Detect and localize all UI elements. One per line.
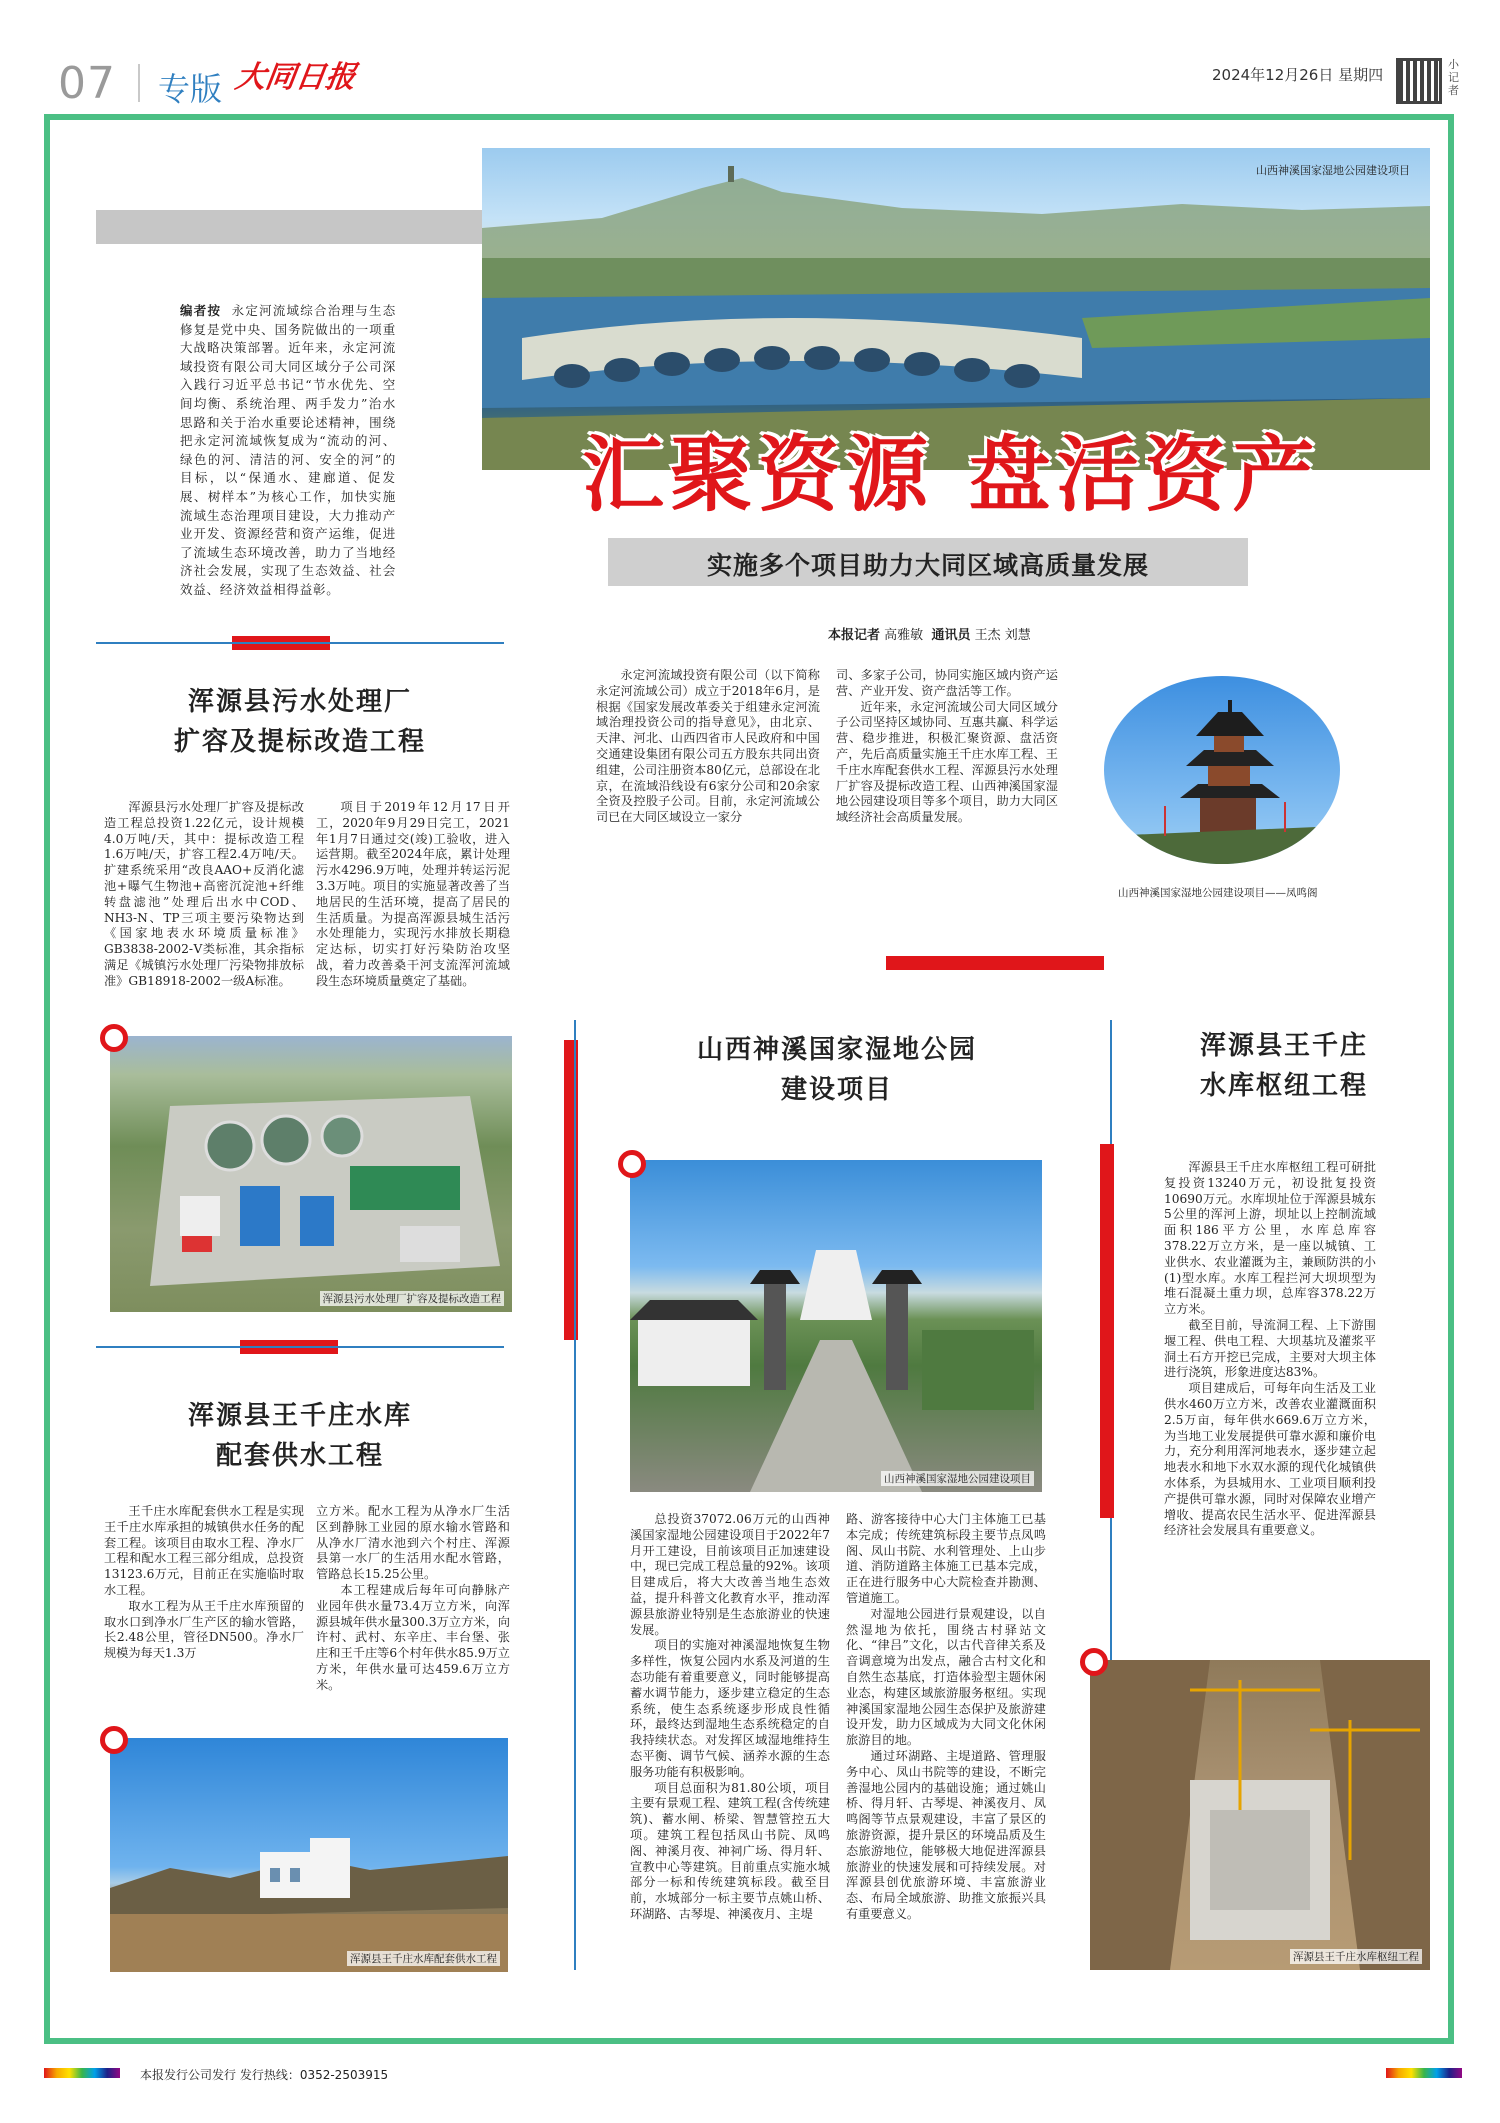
article-wetland-col2-text: 路、游客接待中心大门主体施工已基本完成；传统建筑标段主要节点凤鸣阁、凤山书院、水利管理处、上山步道、消防道路主体施工已基本完成，正在进行服务中心大院检查并勘测、管道施工。 <box>846 1512 1046 1605</box>
main-article-col1-text: 永定河流域投资有限公司（以下简称永定河流域公司）成立于2018年6月，是根据《国家发展改革委关于组建永定河流域治理投资公司的指导意见》，由北京、天津、河北、山西四省市人民政府和中国交通建设集团有限公司五方股东共同出资组建，公司注册资本80亿元，总部设在北京，在流域沿线设有6家分公司和20余家全资及控股子公司。目前，永定河流域公司已在大同区域设立一家分 <box>596 668 820 825</box>
byline-correspondent: 王杰 刘慧 <box>974 628 1031 643</box>
supply-project-illustration <box>110 1738 508 1972</box>
red-marker-bar <box>886 956 1104 970</box>
article-sewage-title-line1: 浑源县污水处理厂 <box>187 687 412 717</box>
article-supply-title <box>96 1396 504 1476</box>
footer-color-stripe <box>1386 2068 1462 2078</box>
main-article-col2 <box>836 668 1058 826</box>
sewage-photo-caption: 浑源县污水处理厂扩容及提标改造工程 <box>320 1291 505 1306</box>
circle-marker-icon <box>100 1726 128 1754</box>
article-supply-col2-text-b: 本工程建成后每年可向静脉产业园年供水量73.4万立方米，向浑源县城年供水量300.3万立方米，向许村、武村、东辛庄、丰台堡、张庄和王千庄等6个村年供水85.9万立方米，年供水量可达459.6万立方米。 <box>316 1582 510 1692</box>
article-supply-title-line1: 浑源县王千庄水库 <box>187 1401 412 1431</box>
article-supply-col1-text-b: 取水工程为从王千庄水库预留的取水口到净水厂生产区的输水管路，长2.48公里，管径DN500。净水厂规模为每天1.3万 <box>104 1598 304 1661</box>
sewage-plant-photo <box>110 1036 512 1312</box>
main-article-col2-text-b: 近年来，永定河流域公司大同区域分子公司坚持区域协同、互惠共赢、科学运营、稳步推进，积极汇聚资源、盘活资产，先后高质量实施王千庄水库工程、王千庄水库配套供水工程、浑源县污水处理厂扩容及提标改造工程、山西神溪国家湿地公园建设项目等多个项目，助力大同区域经济社会高质量发展。 <box>836 699 1058 825</box>
footer-color-stripe <box>44 2068 120 2078</box>
article-supply-col2 <box>316 1504 510 1694</box>
article-reservoir-col <box>1164 1160 1376 1539</box>
article-sewage-col2-text: 项目于2019年12月17日开工，2020年9月29日完工，2021年1月7日通过交(竣)工验收，进入运营期。截至2024年底，累计处理污水4296.9万吨，处理并转运污泥3.3万吨。项目的实施显著改善了当地居民的生活环境，提高了居民的生活质量。为提高浑源县城生活污水处理能力，实现污水排放长期稳定达标，切实打好污染防治攻坚战，着力改善桑干河支流浑河流域段生态环境质量奠定了基础。 <box>316 800 510 988</box>
article-wetland-title-line1: 山西神溪国家湿地公园 <box>696 1035 977 1065</box>
article-wetland-col1 <box>630 1512 830 1923</box>
circle-marker-icon <box>1080 1648 1108 1676</box>
article-reservoir-col-text: 浑源县王千庄水库枢纽工程可研批复投资13240万元，初设批复投资10690万元。水库坝址位于浑源县城东5公里的浑河上游，坝址以上控制流域面积186平方公里，水库总库容378.22万立方米，是一座以城镇、工业供水、农业灌溉为主，兼顾防洪的小(1)型水库。水库工程拦河大坝坝型为堆石混凝土重力坝，总库容378.22万立方米。 <box>1164 1160 1376 1317</box>
article-supply-col1-text: 王千庄水库配套供水工程是实现王千庄水库承担的城镇供水任务的配套工程。该项目由取水工程、净水厂工程和配水工程三部分组成，总投资13123.6万元，目前正在实施临时取水工程。 <box>104 1504 304 1597</box>
article-supply-col1 <box>104 1504 304 1662</box>
article-sewage-col1 <box>104 800 304 990</box>
article-supply-title-line2: 配套供水工程 <box>215 1441 384 1471</box>
byline-correspondent-label: 通讯员 <box>931 628 971 643</box>
article-sewage-col1-text: 浑源县污水处理厂扩容及提标改造工程总投资1.22亿元，设计规模4.0万吨/天，其中：提标改造工程1.6万吨/天，扩容工程2.4万吨/天。扩建系统采用“改良AAO+反消化滤池+曝气生物池+高密沉淀池+纤维转盘滤池”处理后出水中COD、NH3-N、TP三项主要污染物达到《国家地表水环境质量标准》GB3838-2002-Ⅴ类标准，其余指标满足《城镇污水处理厂污染物排放标准》GB18918-2002一级A标准。 <box>104 800 304 988</box>
article-wetland-col1-text: 总投资37072.06万元的山西神溪国家湿地公园建设项目于2022年7月开工建设，目前该项目正加速建设中，现已完成工程总量的92%。该项目建成后，将大大改善当地生态效益，提升科普文化教育水平，推动浑源县旅游业特别是生态旅游业的快速发展。 <box>630 1512 830 1637</box>
qr-code-icon[interactable] <box>1396 58 1442 104</box>
main-article-col2-text: 司、多家子公司，协同实施区域内资产运营、产业开发、资产盘活等工作。 <box>836 668 1058 698</box>
qr-code-label: 小记者 <box>1448 58 1459 97</box>
main-article-col1 <box>596 668 820 826</box>
page-number: 07 <box>58 58 116 109</box>
main-subheadline: 实施多个项目助力大同区域高质量发展 <box>706 551 1149 580</box>
byline-reporter: 高雅敏 <box>884 628 924 643</box>
article-sewage-col2 <box>316 800 510 990</box>
sewage-plant-illustration <box>110 1036 512 1312</box>
red-vertical-bar <box>1100 1144 1114 1518</box>
reservoir-dam-illustration <box>1090 1660 1430 1970</box>
reservoir-dam-photo <box>1090 1660 1430 1970</box>
blue-rule <box>96 1346 504 1348</box>
pavilion-photo-caption: 山西神溪国家湿地公园建设项目——凤鸣阁 <box>1118 887 1318 899</box>
article-supply-col2-text: 立方米。配水工程为从净水厂生活区到静脉工业园的原水输水管路和从净水厂清水池到六个村庄、浑源县第一水厂的生活用水配水管路，管路总长15.25公里。 <box>316 1504 510 1582</box>
article-reservoir-title-line2: 水库枢纽工程 <box>1199 1071 1368 1101</box>
reservoir-photo-caption: 浑源县王千庄水库枢纽工程 <box>1290 1949 1422 1964</box>
decorative-grey-band <box>96 210 482 244</box>
article-wetland-col2-text-b: 对湿地公园进行景观建设，以自然湿地为依托，围绕古村驿站文化、“律吕”文化，以古代音律关系及音调意境为出发点，融合古村文化和自然生态基底，打造体验型主题休闲业态，构建区域旅游服务枢纽。实现神溪国家湿地公园生态保护及旅游建设开发，助力区域成为大同文化休闲旅游目的地。 <box>846 1606 1046 1748</box>
supply-project-photo <box>110 1738 508 1972</box>
circle-marker-icon <box>100 1024 128 1052</box>
editor-note-text: 永定河流域综合治理与生态修复是党中央、国务院做出的一项重大战略决策部署。近年来，永定河流域投资有限公司大同区域分子公司深入践行习近平总书记“节水优先、空间均衡、系统治理、两手发力”治水思路和关于治水重要论述精神，围绕把永定河流域恢复成为“流动的河、绿色的河、清洁的河、安全的河”的目标，以“保通水、建廊道、促发展、树样本”为核心工作，加快实施流域生态治理项目建设，大力推动产业开发、资源经营和资产运维，促进了流域生态环境改善，助力了当地经济社会发展，实现了生态效益、社会效益、经济效益相得益彰。 <box>180 303 396 597</box>
article-wetland-title <box>620 1030 1054 1110</box>
hero-photo-caption: 山西神溪国家湿地公园建设项目 <box>1256 164 1410 177</box>
publication-date: 2024年12月26日 星期四 <box>1212 66 1384 84</box>
section-name: 专版 <box>158 70 223 108</box>
pavilion-illustration <box>1104 676 1340 864</box>
newspaper-logo: 大同日报 <box>233 60 358 95</box>
article-reservoir-col-text-c: 项目建成后，可每年向生活及工业供水460万立方米，改善农业灌溉面积2.5万亩，每年供水669.6万立方米，为当地工业发展提供可靠水源和廉价电力，充分利用浑河地表水，逐步建立起地表水和地下水双水源的现代化城镇供水体系，为县城用水、工业项目顺利投产提供可靠水源，同时对保障农业增产增收、提高农民生活水平、促进浑源县经济社会发展具有重要意义。 <box>1164 1381 1376 1538</box>
pavilion-photo <box>1104 676 1340 864</box>
blue-vertical-rule <box>574 1020 576 1970</box>
article-reservoir-title-line1: 浑源县王千庄 <box>1199 1031 1368 1061</box>
footer-distribution-info: 本报发行公司发行 发行热线：0352-2503915 <box>140 2068 389 2082</box>
blue-rule <box>96 642 504 644</box>
wetland-gate-photo <box>630 1160 1042 1492</box>
article-wetland-col2 <box>846 1512 1046 1923</box>
wetland-gate-illustration <box>630 1160 1042 1492</box>
header-divider <box>138 64 140 102</box>
wetland-photo-caption: 山西神溪国家湿地公园建设项目 <box>881 1471 1034 1486</box>
editor-note-label: 编者按 <box>180 303 222 318</box>
article-wetland-col1-text-c: 项目总面积为81.80公顷，项目主要有景观工程、建筑工程(含传统建筑)、蓄水闸、桥梁、智慧管控五大项。建筑工程包括凤山书院、凤鸣阁、神溪月夜、神祠广场、得月轩、宣教中心等建筑。目前重点实施水城部分一标和传统建筑标段。截至目前，水城部分一标主要节点姚山桥、环湖路、古琴堤、神溪夜月、主堤 <box>630 1780 830 1921</box>
editor-note <box>180 302 396 600</box>
byline <box>828 624 1031 643</box>
article-wetland-title-line2: 建设项目 <box>780 1075 893 1105</box>
supply-photo-caption: 浑源县王千庄水库配套供水工程 <box>347 1951 500 1966</box>
article-sewage-title-line2: 扩容及提标改造工程 <box>173 727 426 757</box>
article-reservoir-title <box>1134 1026 1434 1106</box>
article-wetland-col1-text-b: 项目的实施对神溪湿地恢复生物多样性，恢复公园内水系及河道的生态功能有着重要意义，同时能够提高蓄水调节能力，逐步建立稳定的生态系统，使生态系统逐步形成良性循环，最终达到湿地生态系统稳定的自我持续状态。对发挥区域湿地维持生态平衡、调节气候、涵养水源的生态服务功能有积极影响。 <box>630 1638 830 1779</box>
byline-reporter-label: 本报记者 <box>828 628 881 643</box>
circle-marker-icon <box>618 1150 646 1178</box>
main-headline: 汇聚资源 盘活资产 <box>582 428 1321 523</box>
article-reservoir-col-text-b: 截至目前，导流洞工程、上下游围堰工程、供电工程、大坝基坑及灌浆平洞土石方开挖已完成，主要对大坝主体进行浇筑，形象进度达83%。 <box>1164 1317 1376 1380</box>
article-sewage-title <box>96 682 504 762</box>
article-wetland-col2-text-c: 通过环湖路、主堤道路、管理服务中心、凤山书院等的建设，不断完善湿地公园内的基础设施；通过姚山桥、得月轩、古琴堤、神溪夜月、凤鸣阁等节点景观建设，丰富了景区的旅游资源，提升景区的环境品质及生态旅游地位，能够极大地促进浑源县旅游业的快速发展和可持续发展。对浑源县创优旅游环境、丰富旅游业态、布局全域旅游、助推文旅振兴具有重要意义。 <box>846 1748 1046 1921</box>
